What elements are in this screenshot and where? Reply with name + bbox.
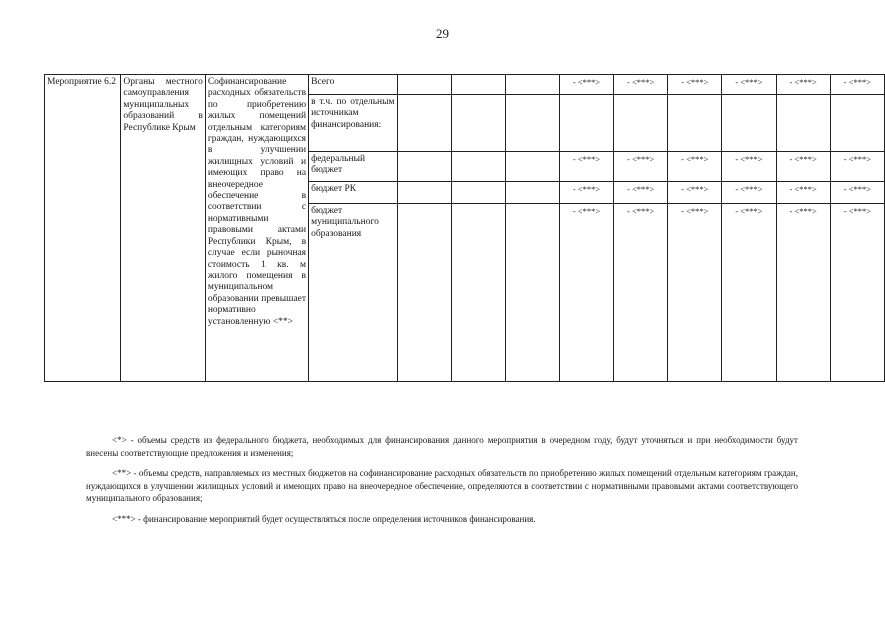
value-cell: - <***> <box>830 182 884 204</box>
value-cell: - <***> <box>614 204 668 382</box>
source-cell: Всего <box>309 75 397 95</box>
value-cell: - <***> <box>722 152 776 182</box>
executor-cell: Органы местного самоуправления муниципальных образований в Республике Крым <box>121 75 205 382</box>
empty-cell <box>505 182 559 204</box>
empty-cell <box>397 75 451 95</box>
empty-cell <box>451 204 505 382</box>
empty-cell <box>451 75 505 95</box>
value-cell: - <***> <box>722 75 776 95</box>
value-cell: - <***> <box>722 182 776 204</box>
financing-table <box>44 74 885 382</box>
value-cell: - <***> <box>614 182 668 204</box>
empty-cell <box>451 95 505 152</box>
activity-cell: Мероприятие 6.2 <box>45 75 121 382</box>
value-cell: - <***> <box>776 204 830 382</box>
value-cell: - <***> <box>559 204 613 382</box>
value-cell <box>668 95 722 152</box>
value-cell <box>830 95 884 152</box>
footnote-3: <***> - финансирование мероприятий будет осуществляться после определения источников финансирования. <box>112 513 536 524</box>
empty-cell <box>505 204 559 382</box>
value-cell: - <***> <box>559 182 613 204</box>
value-cell: - <***> <box>614 152 668 182</box>
empty-cell <box>505 152 559 182</box>
value-cell <box>614 95 668 152</box>
table-row <box>45 75 885 95</box>
value-cell: - <***> <box>559 152 613 182</box>
empty-cell <box>397 182 451 204</box>
value-cell <box>722 95 776 152</box>
value-cell: - <***> <box>614 75 668 95</box>
empty-cell <box>505 75 559 95</box>
page-number: 29 <box>436 26 449 41</box>
footnote-1: <*> - объемы средств из федерального бюджета, необходимых для финансирования данного мероприятия в очередном году, будут уточняться и при необходимости будут внесены соответствующие предложения и изменения; <box>86 435 798 458</box>
value-cell: - <***> <box>668 75 722 95</box>
value-cell: - <***> <box>830 152 884 182</box>
value-cell: - <***> <box>668 204 722 382</box>
value-cell <box>776 95 830 152</box>
value-cell: - <***> <box>830 75 884 95</box>
value-cell: - <***> <box>559 75 613 95</box>
value-cell: - <***> <box>668 152 722 182</box>
footnotes <box>86 434 798 534</box>
footnote-2: <**> - объемы средств, направляемых из местных бюджетов на софинансирование расходных обязательств по приобретению жилых помещений отдельным категориям граждан, нуждающихся в улучшении жилищных условий и имеющих право на внеочередное обеспечение, определяются в соответствии с нормативными правовыми актами соответствующего муниципального образования; <box>86 468 798 504</box>
description-cell: Софинансирование расходных обязательств по приобретению жилых помещений отдельным категориям граждан, нуждающихся в улучшении жилищных условий и имеющих право на внеочередное обеспечение в соответствии с нормативными правовыми актами Республики Крым, в случае если рыночная стоимость 1 кв. м жилого помещения в муниципальном образовании превышает нормативно установленную <**> <box>205 75 308 382</box>
value-cell: - <***> <box>776 75 830 95</box>
empty-cell <box>397 152 451 182</box>
empty-cell <box>397 95 451 152</box>
empty-cell <box>505 95 559 152</box>
empty-cell <box>451 152 505 182</box>
value-cell: - <***> <box>776 152 830 182</box>
value-cell: - <***> <box>668 182 722 204</box>
source-cell: в т.ч. по отдельным источникам финансирования: <box>309 95 397 152</box>
source-cell: федеральный бюджет <box>309 152 397 182</box>
value-cell: - <***> <box>830 204 884 382</box>
source-cell: бюджет РК <box>309 182 397 204</box>
value-cell: - <***> <box>722 204 776 382</box>
source-cell: бюджет муниципального образования <box>309 204 397 382</box>
value-cell: - <***> <box>776 182 830 204</box>
empty-cell <box>451 182 505 204</box>
empty-cell <box>397 204 451 382</box>
value-cell <box>559 95 613 152</box>
